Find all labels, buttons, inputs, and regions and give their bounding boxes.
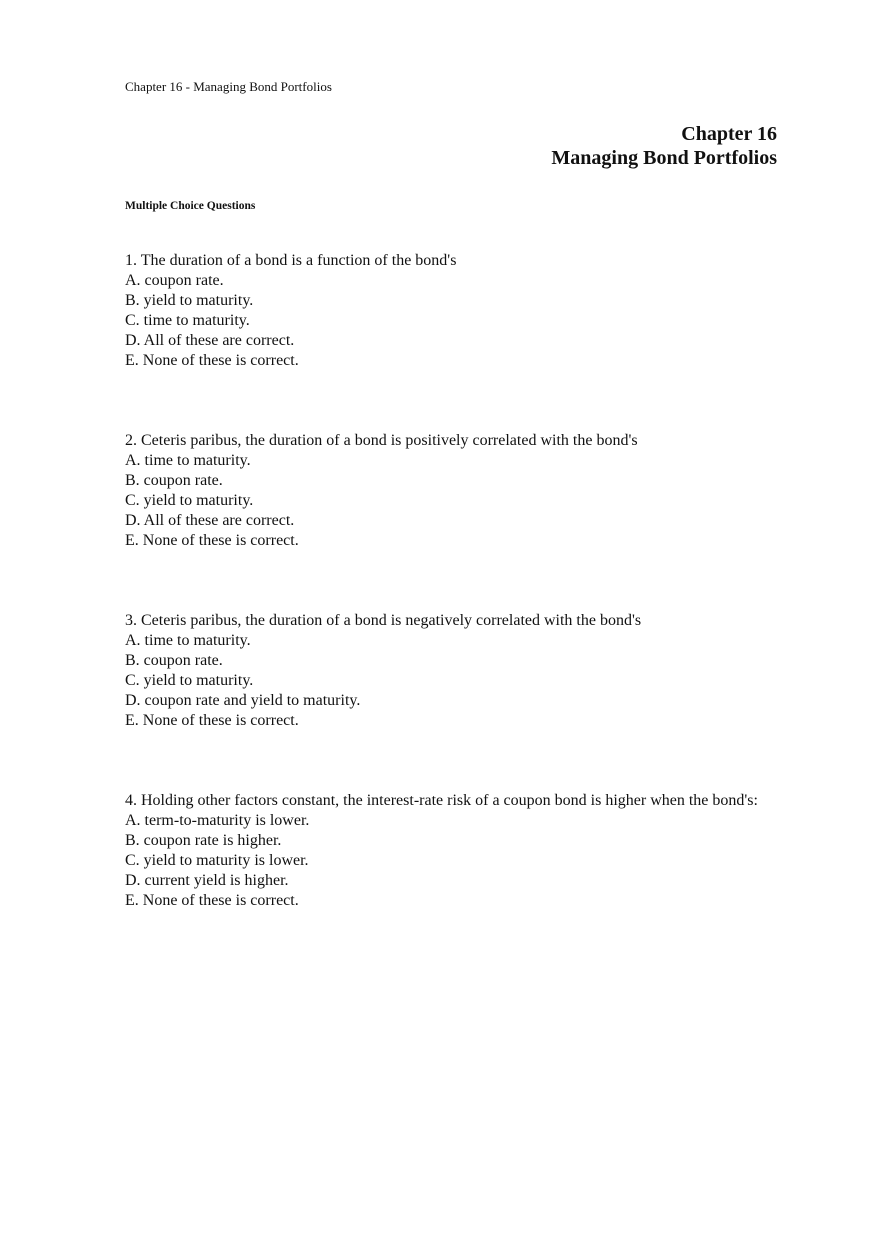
option-e: E. None of these is correct. [125, 711, 299, 729]
question-stem: 3. Ceteris paribus, the duration of a bond is negatively correlated with the bond's [125, 612, 642, 629]
option-d: D. All of these are correct. [125, 511, 295, 529]
option-d: D. coupon rate and yield to maturity. [125, 691, 361, 709]
question-1 [125, 251, 780, 370]
option-e: E. None of these is correct. [125, 891, 299, 909]
question-3 [125, 611, 780, 730]
question-stem: 1. The duration of a bond is a function of the bond's [125, 252, 457, 269]
option-b: B. yield to maturity. [125, 291, 254, 309]
section-heading: Multiple Choice Questions [125, 200, 256, 212]
question-stem: 2. Ceteris paribus, the duration of a bond is positively correlated with the bond's [125, 432, 638, 449]
option-b: B. coupon rate. [125, 651, 223, 669]
question-4 [125, 791, 780, 910]
option-d: D. current yield is higher. [125, 871, 289, 889]
chapter-name: Managing Bond Portfolios [551, 147, 777, 169]
option-e: E. None of these is correct. [125, 351, 299, 369]
question-2 [125, 431, 780, 550]
option-a: A. term-to-maturity is lower. [125, 811, 310, 829]
option-c: C. yield to maturity. [125, 671, 254, 689]
chapter-number: Chapter 16 [681, 123, 777, 145]
question-stem: 4. Holding other factors constant, the interest-rate risk of a coupon bond is higher when the bond's: [125, 792, 758, 809]
option-e: E. None of these is correct. [125, 531, 299, 549]
option-a: A. time to maturity. [125, 631, 251, 649]
option-a: A. coupon rate. [125, 271, 224, 289]
option-c: C. yield to maturity is lower. [125, 851, 309, 869]
option-b: B. coupon rate. [125, 471, 223, 489]
option-a: A. time to maturity. [125, 451, 251, 469]
option-d: D. All of these are correct. [125, 331, 295, 349]
option-c: C. time to maturity. [125, 311, 250, 329]
option-b: B. coupon rate is higher. [125, 831, 282, 849]
running-header: Chapter 16 - Managing Bond Portfolios [125, 79, 332, 94]
chapter-title [551, 122, 777, 170]
option-c: C. yield to maturity. [125, 491, 254, 509]
